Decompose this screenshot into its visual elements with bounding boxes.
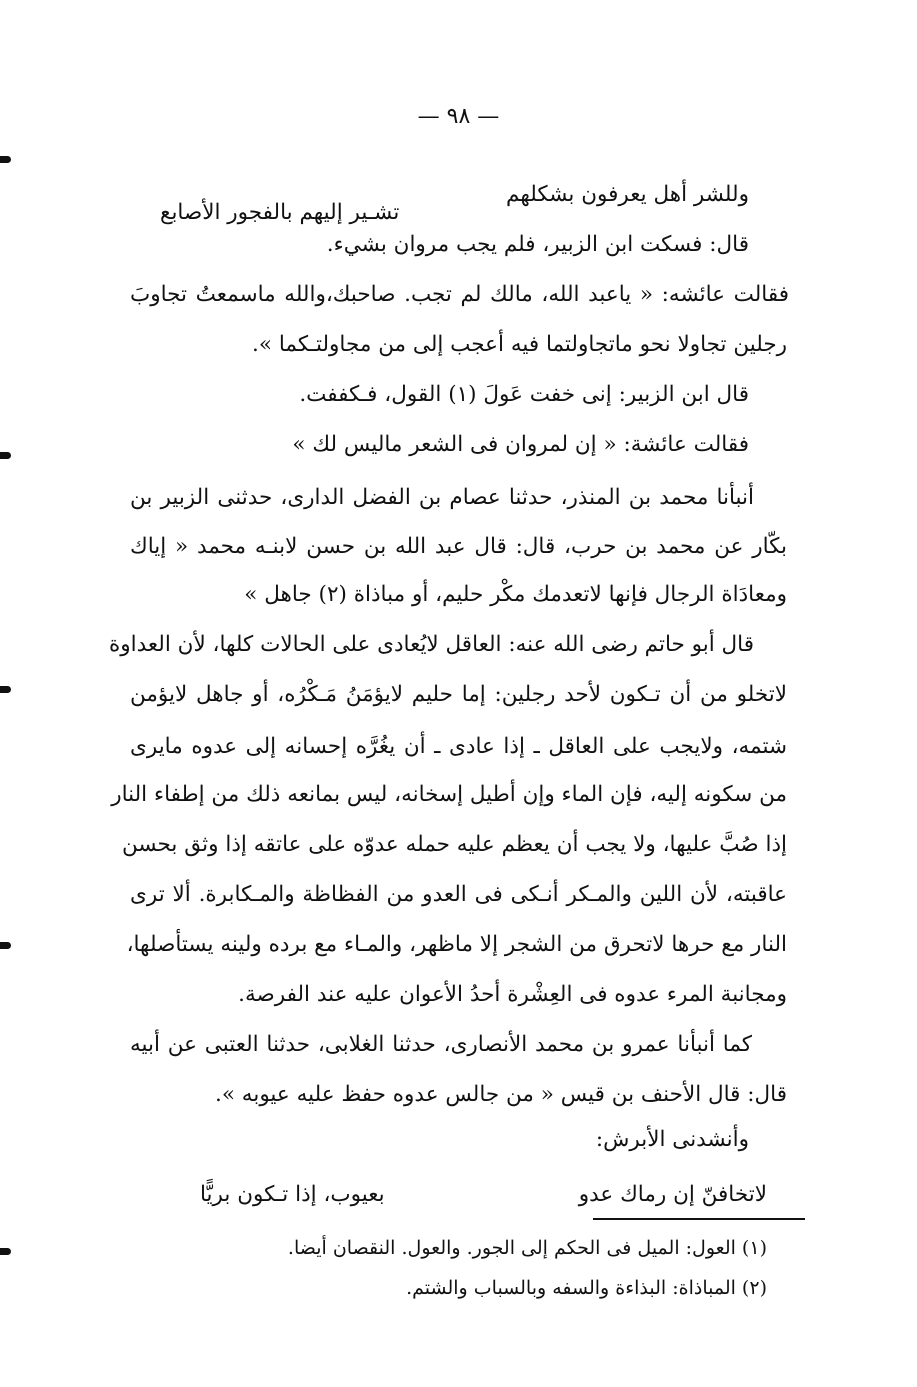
text-line-15: النار مع حرها لاتحرق من الشجر إلا ماظهر، والمـاء مع برده ولينه يستأصلها، [126, 932, 787, 957]
text-line-7: بكّار عن محمد بن حرب، قال: قال عبد الله بن حسن لابنـه محمد « إياك [130, 534, 787, 559]
text-line-1: قال: فسكت ابن الزبير، فلم يجب مروان بشيء. [326, 232, 749, 257]
text-line-6: أنبأنا محمد بن المنذر، حدثنا عصام بن الفضل الدارى، حدثنى الزبير بن [130, 485, 754, 510]
text-line-17: كما أنبأنا عمرو بن محمد الأنصارى، حدثنا الغلابى، حدثنا العتبى عن أبيه [130, 1032, 752, 1057]
scan-edge-mark [0, 686, 11, 693]
text-line-11: شتمه، ولايجب على العاقل ـ إذا عادى ـ أن يغُرَّه إحسانه إلى عدوه مايرى [130, 734, 787, 759]
text-line-3: رجلين تجاولا نحو ماتجاولتما فيه أعجب إلى من مجاولتـكما ». [252, 332, 787, 357]
verse-2-right-hemistich: لاتخافنّ إن رماك عدو [578, 1182, 767, 1207]
text-line-12: من سكونه إليه، فإن الماء وإن أطيل إسخانه، ليس بمانعه ذلك من إطفاء النار [111, 782, 787, 807]
text-line-14: عاقبته، لأن اللين والمـكر أنـكى فى العدو من الفظاظة والمـكابرة. ألا ترى [130, 882, 787, 907]
text-line-2: فقالت عائشه: « ياعبد الله، مالك لم تجب. صاحبك،والله ماسمعتُ تجاوبَ [130, 282, 789, 307]
text-line-10: لاتخلو من أن تـكون لأحد رجلين: إما حليم لايؤمَنُ مَـكْرُه، أو جاهل لايؤمن [130, 682, 787, 707]
text-line-13: إذا صُبَّ عليها، ولا يجب أن يعظم عليه حمله عدوّه على عاتقه إذا وثق بحسن [121, 832, 787, 857]
verse-1-left-hemistich: تشـير إليهم بالفجور الأصابع [160, 200, 400, 225]
footnote-1: (١) العول: الميل فى الحكم إلى الجور. والعول. النقصان أيضا. [287, 1237, 767, 1259]
scan-edge-mark [0, 1248, 11, 1255]
text-line-9: قال أبو حاتم رضى الله عنه: العاقل لايُعادى على الحالات كلها، لأن العداوة [109, 632, 754, 657]
text-line-19: وأنشدنى الأبرش: [595, 1127, 749, 1152]
text-line-8: ومعادَاة الرجال فإنها لاتعدمك مكْر حليم، أو مباذاة (٢) جاهل » [244, 582, 787, 607]
footnote-2: (٢) المباذاة: البذاءة والسفه وبالسباب والشتم. [406, 1277, 767, 1299]
text-line-4: قال ابن الزبير: إنى خفت عَولَ (١) القول، فـكففت. [299, 382, 749, 407]
scan-edge-mark [0, 156, 11, 163]
scan-edge-mark [0, 452, 11, 459]
text-line-18: قال: قال الأحنف بن قيس « من جالس عدوه حفظ عليه عيوبه ». [214, 1082, 787, 1107]
verse-1-right-hemistich: وللشر أهل يعرفون بشكلهم [506, 182, 749, 207]
text-line-16: ومجانبة المرء عدوه فى العِشْرة أحدُ الأعوان عليه عند الفرصة. [238, 982, 787, 1007]
scan-edge-mark [0, 942, 11, 949]
verse-2-left-hemistich: بعيوب، إذا تـكون بريًّا [200, 1182, 385, 1207]
footnote-divider [593, 1218, 805, 1220]
text-line-5: فقالت عائشة: « إن لمروان فى الشعر ماليس لك » [292, 432, 749, 457]
page-number: — ٩٨ — [417, 104, 500, 129]
